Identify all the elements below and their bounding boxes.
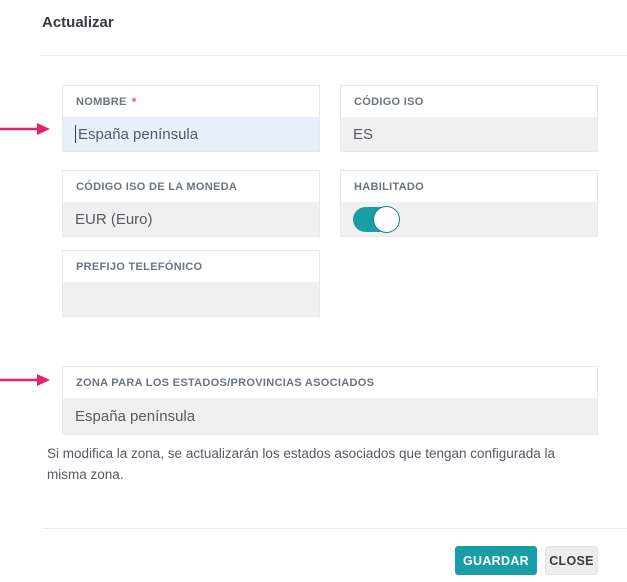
nombre-label [63,86,319,117]
prefijo-telefonico-label-text: PREFIJO TELEFÓNICO [76,260,203,273]
habilitado-toggle[interactable] [353,207,399,232]
habilitado-value-area [341,202,597,236]
field-nombre [62,85,320,152]
field-zona [62,366,598,435]
nombre-value: España península [78,125,199,143]
close-button[interactable]: CLOSE [545,546,598,575]
title-divider [40,55,627,56]
guardar-button[interactable]: GUARDAR [455,546,537,575]
codigo-iso-moneda-label [63,171,319,202]
codigo-iso-label-text: CÓDIGO ISO [354,95,424,108]
codigo-iso-moneda-value: EUR (Euro) [75,210,153,228]
zona-label [63,367,597,398]
field-habilitado [340,170,598,237]
nombre-input[interactable] [63,117,319,151]
codigo-iso-label [341,86,597,117]
field-prefijo-telefonico [62,250,320,317]
required-star-icon: * [131,94,137,109]
toggle-knob-icon [373,206,400,233]
codigo-iso-moneda-label-text: CÓDIGO ISO DE LA MONEDA [76,180,238,193]
codigo-iso-moneda-select[interactable] [63,202,319,236]
field-codigo-iso-moneda [62,170,320,237]
field-codigo-iso [340,85,598,152]
prefijo-telefonico-input[interactable] [63,282,319,316]
text-caret [75,125,76,143]
zona-select[interactable] [63,398,597,434]
annotation-arrow-zona-icon [0,372,50,388]
zona-label-text: ZONA PARA LOS ESTADOS/PROVINCIAS ASOCIADOS [76,376,375,389]
zona-help-text: Si modifica la zona, se actualizarán los estados asociados que tengan configurada la misma zona. [47,446,556,482]
nombre-label-text: NOMBRE [76,95,127,108]
habilitado-label [341,171,597,202]
footer-divider [42,528,627,529]
codigo-iso-value: ES [353,125,374,143]
prefijo-telefonico-label [63,251,319,282]
codigo-iso-input[interactable] [341,117,597,151]
habilitado-label-text: HABILITADO [354,180,425,193]
modal-title: Actualizar [42,14,114,31]
zona-value: España península [75,407,196,425]
annotation-arrow-nombre-icon [0,121,50,137]
